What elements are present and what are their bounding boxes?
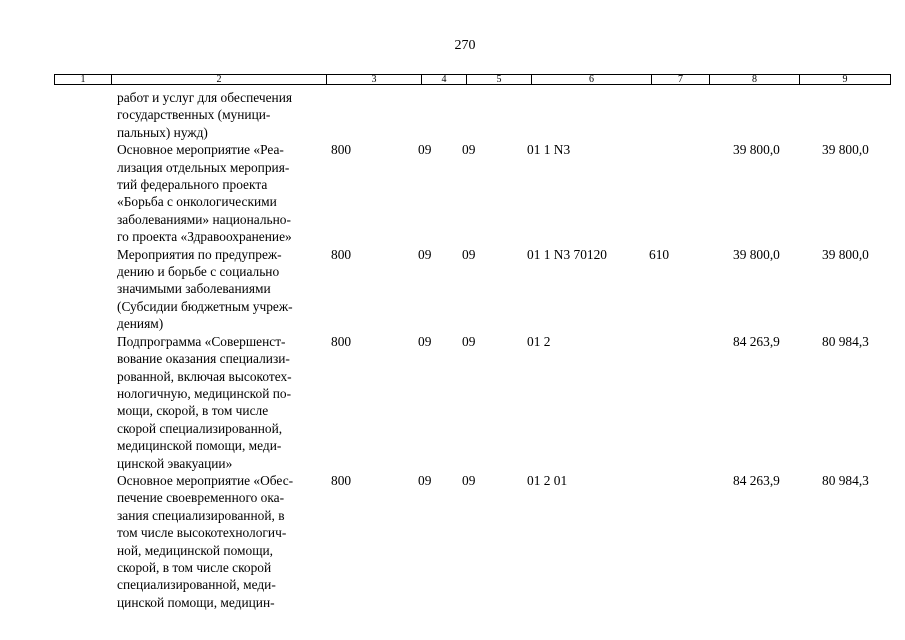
row-col-3: 800 — [331, 472, 352, 488]
row-name: Подпрограмма «Совершенст- вование оказания специализи- рованной, включая высокотех- нологичную, медицинской по- мощи, скорой, в том числе скорой специализированной, медицинской помощи, меди- цинской эвакуации» — [117, 333, 292, 471]
row-col-5: 09 — [462, 333, 476, 349]
row-name: работ и услуг для обеспечения государственных (муници- пальных) нужд) — [117, 90, 293, 140]
row-name: Основное мероприятие «Обес- печение своевременного ока- зания специализированной, в том числе высокотехнологич- ной, медицинской помощи, скорой, в том числе скорой специализированной, меди- цинской помощи, медицин- — [117, 472, 294, 610]
header-col-9: 9 — [842, 74, 848, 85]
row-col-9: 39 800,0 — [822, 142, 869, 158]
row-col-4: 09 — [418, 246, 432, 262]
header-col-6: 6 — [532, 75, 652, 84]
row-col-5: 09 — [462, 246, 476, 262]
row-col-3: 800 — [331, 142, 352, 158]
header-col-3: 3 — [327, 75, 422, 84]
table-row — [0, 472, 905, 611]
table-header-row — [54, 74, 891, 85]
row-name: Основное мероприятие «Реа- лизация отдельных мероприя- тий федерального проекта «Борьба с онкологическими заболеваниями» национально- го проекта «Здравоохранение» — [117, 142, 292, 245]
header-col-2: 2 — [112, 75, 327, 84]
row-name: Мероприятия по предупреж- дению и борьбе с социально значимыми заболеваниями (Субсидии бюджетным учреж- дениям) — [117, 246, 293, 332]
row-col-8: 84 263,9 — [733, 472, 780, 488]
row-col-3: 800 — [331, 333, 352, 349]
row-col-6: 01 1 N3 — [527, 142, 571, 158]
row-col-6: 01 1 N3 70120 — [527, 246, 607, 262]
row-col-9: 39 800,0 — [822, 246, 869, 262]
row-col-4: 09 — [418, 472, 432, 488]
row-col-3: 800 — [331, 246, 352, 262]
header-col-5: 5 — [467, 75, 532, 84]
table-row — [0, 333, 905, 472]
row-col-9: 80 984,3 — [822, 333, 869, 349]
header-col-7: 7 — [652, 75, 710, 84]
header-col-4: 4 — [422, 75, 467, 84]
row-col-5: 09 — [462, 142, 476, 158]
table-row — [0, 246, 905, 333]
table-row — [0, 89, 905, 141]
page-number: 270 — [454, 38, 476, 53]
row-col-9: 80 984,3 — [822, 472, 869, 488]
row-col-4: 09 — [418, 333, 432, 349]
row-col-5: 09 — [462, 472, 476, 488]
row-col-8: 39 800,0 — [733, 142, 780, 158]
row-col-6: 01 2 — [527, 333, 551, 349]
table-body — [0, 89, 905, 611]
table-row — [0, 141, 905, 245]
row-col-6: 01 2 01 — [527, 472, 568, 488]
row-col-8: 84 263,9 — [733, 333, 780, 349]
row-col-7: 610 — [649, 246, 670, 262]
header-col-8: 8 — [710, 75, 800, 84]
row-col-8: 39 800,0 — [733, 246, 780, 262]
row-col-4: 09 — [418, 142, 432, 158]
header-col-1: 1 — [55, 75, 112, 84]
